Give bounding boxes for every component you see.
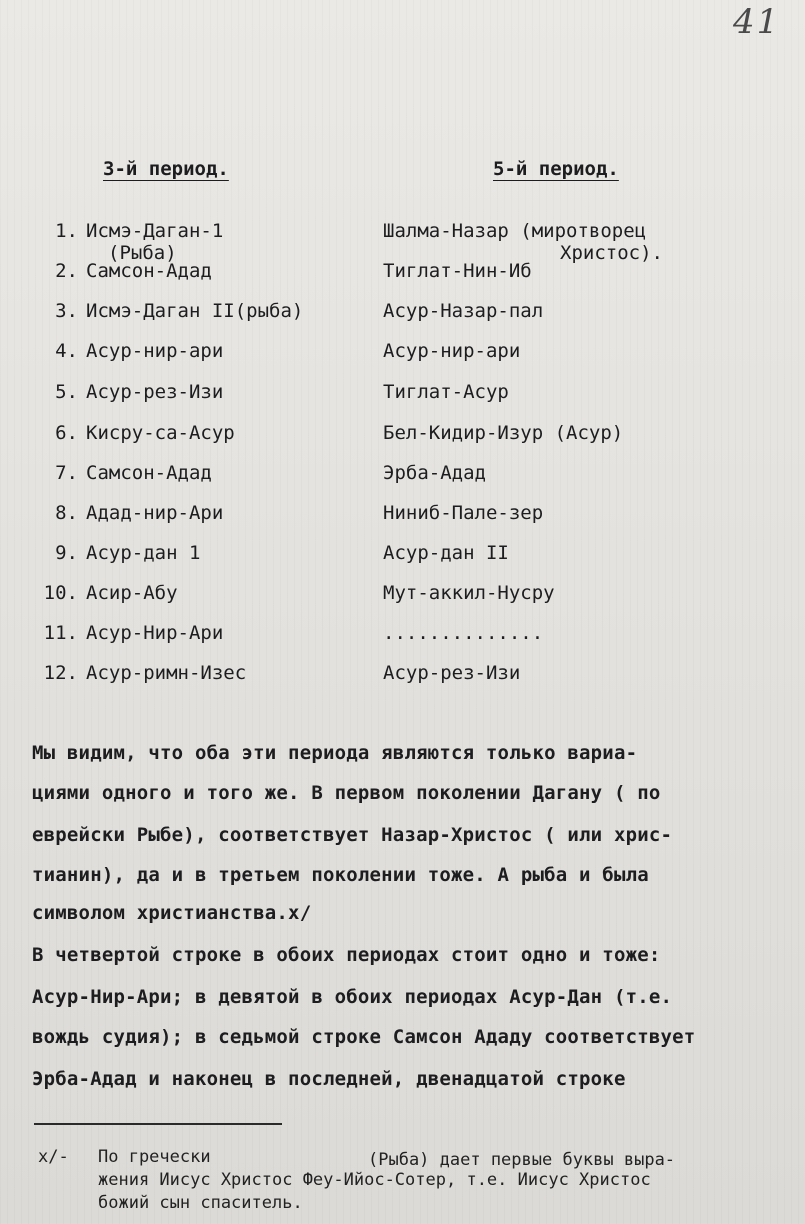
- row-number: 1.: [55, 220, 78, 242]
- paragraph-line: еврейски Рыбе), соответствует Назар-Христос ( или хрис-: [32, 824, 673, 846]
- footnote-divider: [34, 1123, 282, 1125]
- row-number: 5.: [55, 381, 78, 403]
- row-number: 3.: [55, 300, 78, 322]
- row-number: 8.: [55, 502, 78, 524]
- row-number: 2.: [55, 260, 78, 282]
- row-number: 9.: [55, 542, 78, 564]
- right-name: Асур-Назар-пал: [383, 300, 544, 322]
- right-name: Тиглат-Асур: [383, 381, 509, 403]
- row1-left-note: (Рыба): [108, 242, 177, 264]
- right-name: Асур-нир-ари: [383, 340, 521, 362]
- left-name: Самсон-Адад: [86, 260, 212, 282]
- left-name: Асур-Нир-Ари: [86, 622, 224, 644]
- left-column-header: 3-й период.: [103, 158, 229, 180]
- paragraph-line: Асур-Нир-Ари; в девятой в обоих периодах Асур-Дан (т.е.: [32, 986, 673, 1008]
- right-column-header: 5-й период.: [493, 158, 619, 180]
- row-number: 7.: [55, 462, 78, 484]
- right-name: Бел-Кидир-Изур (Асур): [383, 422, 624, 444]
- right-name: ..............: [383, 622, 544, 644]
- left-name: Асур-дан 1: [86, 542, 201, 564]
- row1-right-note: Христос).: [560, 242, 663, 264]
- left-name: Исмэ-Даган II(рыба): [86, 300, 304, 322]
- row-number: 11.: [43, 622, 78, 644]
- right-name: Тиглат-Нин-Иб: [383, 260, 532, 282]
- paragraph-line: В четвертой строке в обоих периодах стоит одно и тоже:: [32, 944, 661, 966]
- right-name: Асур-дан II: [383, 542, 509, 564]
- left-name: Адад-нир-Ари: [86, 502, 224, 524]
- paragraph-line: символом христианства.x/: [32, 902, 312, 924]
- paragraph-line: Мы видим, что оба эти периода являются только вариа-: [32, 742, 638, 764]
- right-name: Асур-рез-Изи: [383, 662, 521, 684]
- footnote-line1-right: (Рыба) дает первые буквы выра-: [368, 1150, 676, 1170]
- paragraph-line: Эрба-Адад и наконец в последней, двенадцатой строке: [32, 1068, 626, 1090]
- row-number: 10.: [43, 582, 78, 604]
- footnote-line2: жения Иисус Христос Феу-Ийос-Сотер, т.е. Иисус Христос: [98, 1170, 651, 1190]
- left-name: Самсон-Адад: [86, 462, 212, 484]
- footnote-line1-left: По гречески: [98, 1147, 211, 1167]
- footnote-line3: божий сын спаситель.: [98, 1193, 303, 1213]
- right-name: Эрба-Адад: [383, 462, 486, 484]
- left-name: Асур-римн-Изес: [86, 662, 247, 684]
- right-name: Шалма-Назар (миротворец: [383, 220, 647, 242]
- page-number: 41: [733, 2, 781, 42]
- row-number: 12.: [43, 662, 78, 684]
- left-name: Исмэ-Даган-1: [86, 220, 224, 242]
- paragraph-line: тианин), да и в третьем поколении тоже. А рыба и была: [32, 864, 649, 886]
- row-number: 6.: [55, 422, 78, 444]
- footnote-marker: x/-: [38, 1147, 69, 1167]
- row-number: 4.: [55, 340, 78, 362]
- right-name: Ниниб-Пале-зер: [383, 502, 544, 524]
- left-name: Асур-нир-ари: [86, 340, 224, 362]
- paragraph-line: циями одного и того же. В первом поколении Дагану ( по: [32, 782, 661, 804]
- left-name: Кисру-са-Асур: [86, 422, 235, 444]
- paragraph-line: вождь судия); в седьмой строке Самсон Ададу соответствует: [32, 1026, 696, 1048]
- right-name: Мут-аккил-Нусру: [383, 582, 555, 604]
- left-name: Асир-Абу: [86, 582, 178, 604]
- left-name: Асур-рез-Изи: [86, 381, 224, 403]
